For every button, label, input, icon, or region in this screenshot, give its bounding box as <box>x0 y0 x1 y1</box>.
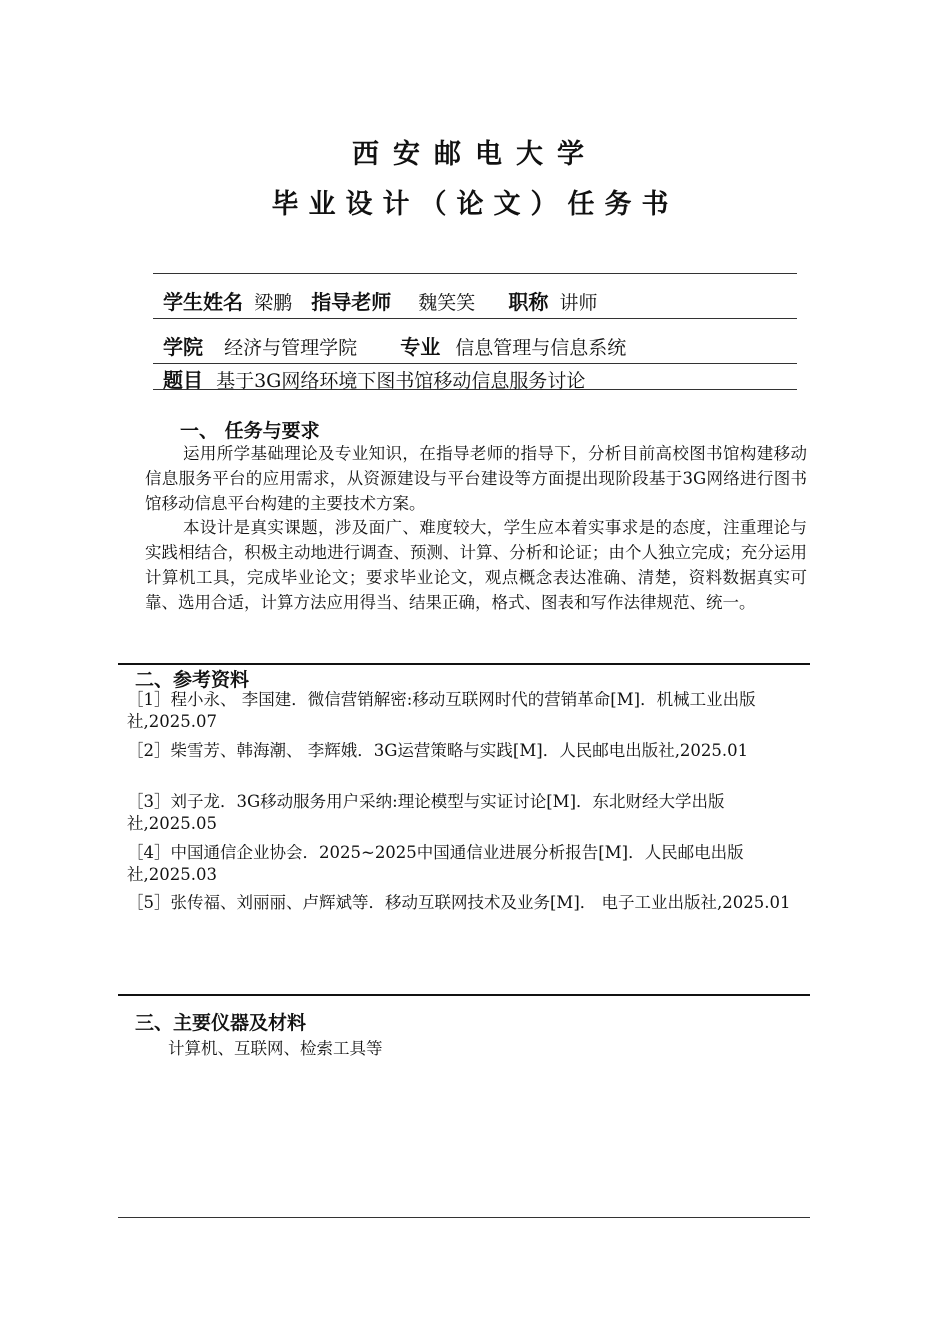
college-label: 学院 <box>163 335 203 359</box>
section2-heading: 二、参考资料 <box>135 669 250 691</box>
reference-item-4: ［4］中国通信企业协会．2025~2025中国通信业进展分析报告[M]．人民邮电出版社,2025.03 <box>127 843 744 884</box>
section1-paragraph-2: 本设计是真实课题，涉及面广、难度较大，学生应本着实事求是的态度，注重理论与实践相结合，积极主动地进行调查、预测、计算、分析和论证；由个人独立完成；充分运用计算机工具，完成毕业论文；要求毕业论文，观点概念表达准确、清楚，资料数据真实可靠、选用合适，计算方法应用得当、结果正确，格式、图表和写作法律规范、统一。 <box>145 518 807 612</box>
college-info-row <box>163 331 626 360</box>
rank-value: 讲师 <box>559 292 598 314</box>
student-label: 学生姓名 <box>163 290 243 314</box>
section1-heading: 一、 任务与要求 <box>180 420 320 442</box>
college-value: 经济与管理学院 <box>224 337 358 359</box>
section3-heading: 三、主要仪器及材料 <box>135 1012 307 1034</box>
topic-info-row <box>163 364 585 393</box>
info-top-rule <box>153 273 797 274</box>
topic-value: 基于3G网络环境下图书馆移动信息服务讨论 <box>216 370 586 392</box>
section3-content: 计算机、互联网、检索工具等 <box>168 1039 383 1058</box>
major-label: 专业 <box>400 335 441 359</box>
university-name: 西安邮电大学 <box>352 139 598 170</box>
student-name: 梁鹏 <box>254 292 293 314</box>
reference-item-1: ［1］程小永、 李国建．微信营销解密:移动互联网时代的营销革命[M]．机械工业出版社,2025.07 <box>127 690 756 731</box>
page-bottom-rule <box>118 1217 810 1218</box>
document-title: 毕业设计（论文）任务书 <box>271 189 679 220</box>
advisor-name: 魏笑笑 <box>418 292 476 314</box>
advisor-label: 指导老师 <box>311 290 392 314</box>
reference-item-3: ［3］刘子龙．3G移动服务用户采纳:理论模型与实证讨论[M]．东北财经大学出版社,2025.05 <box>127 792 725 833</box>
reference-item-2: ［2］柴雪芳、韩海潮、 李辉娥．3G运营策略与实践[M]．人民邮电出版社,2025.01 <box>127 741 749 760</box>
reference-item-5: ［5］张传福、刘丽丽、卢辉斌等．移动互联网技术及业务[M]． 电子工业出版社,2025.01 <box>127 893 791 912</box>
info-rule-1 <box>153 318 797 319</box>
major-value: 信息管理与信息系统 <box>455 337 627 359</box>
section3-rule <box>118 994 810 996</box>
rank-label: 职称 <box>508 290 549 314</box>
section1-paragraph-1: 运用所学基础理论及专业知识，在指导老师的指导下，分析目前高校图书馆构建移动信息服务平台的应用需求，从资源建设与平台建设等方面提出现阶段基于3G网络进行图书馆移动信息平台构建的主要技术方案。 <box>145 444 807 513</box>
topic-label: 题目 <box>163 368 203 392</box>
student-info-row <box>163 286 598 315</box>
